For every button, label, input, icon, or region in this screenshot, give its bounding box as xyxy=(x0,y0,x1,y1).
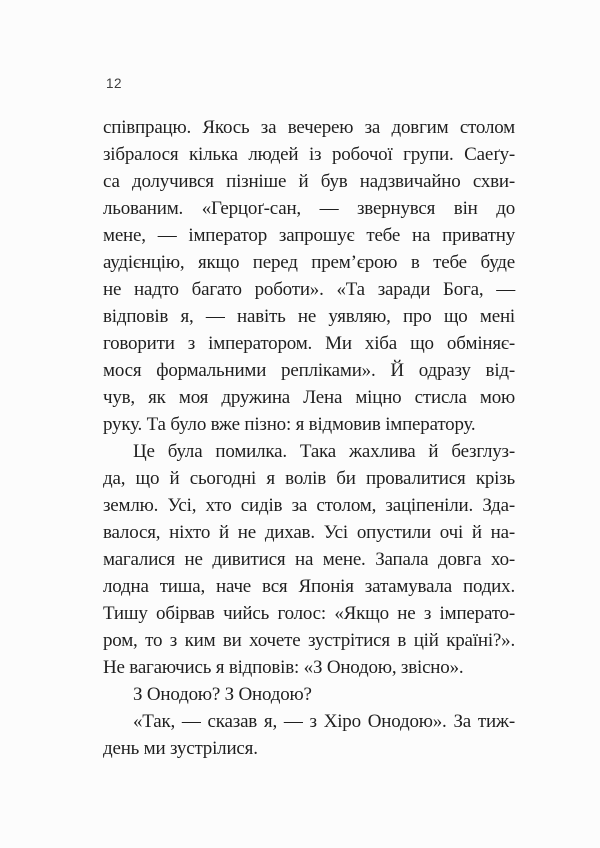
text-line: день ми зустрілися. xyxy=(103,738,258,759)
text-line: говорити з імператором. Ми хіба що обміняє- xyxy=(103,333,515,354)
text-line: Тишу обірвав чийсь голос: «Якщо не з імперато- xyxy=(103,603,515,624)
text-line: аудієнцію, якщо перед прем’єрою в тебе буде xyxy=(103,252,515,273)
paragraph xyxy=(103,114,515,438)
paragraph xyxy=(103,681,515,708)
text-line: відповів я, — навіть не уявляю, про що мені xyxy=(103,306,515,327)
text-line: лодна тиша, наче вся Японія затамувала подих. xyxy=(103,576,515,597)
paragraph xyxy=(103,708,515,762)
text-line: З Онодою? З Онодою? xyxy=(133,684,312,705)
text-line: Не вагаючись я відповів: «З Онодою, звісно». xyxy=(103,657,464,678)
text-line: мене, — імператор запрошує тебе на приватну xyxy=(103,225,515,246)
text-line: «Так, — сказав я, — з Хіро Онодою». За тиж- xyxy=(133,711,515,732)
text-line: льованим. «Герцоґ-сан, — звернувся він до xyxy=(103,198,515,219)
text-line: зібралося кілька людей із робочої групи. Саеґу- xyxy=(103,144,515,165)
text-line: да, що й сьогодні я волів би провалитися крізь xyxy=(103,468,515,489)
text-line: са долучився пізніше й був надзвичайно схви- xyxy=(103,171,515,192)
text-line: магалися не дивитися на мене. Запала довга хо- xyxy=(103,549,515,570)
text-line: ром, то з ким ви хочете зустрітися в цій країні?». xyxy=(103,630,515,651)
text-line: руку. Та було вже пізно: я відмовив імператору. xyxy=(103,414,476,435)
text-line: мося формальними репліками». Й одразу від- xyxy=(103,360,515,381)
text-line: співпрацю. Якось за вечерею за довгим столом xyxy=(103,117,515,138)
text-block xyxy=(103,114,515,762)
paragraph xyxy=(103,438,515,681)
page-number: 12 xyxy=(106,76,123,91)
text-line: землю. Усі, хто сидів за столом, заціпеніли. Зда- xyxy=(103,495,515,516)
text-line: не надто багато роботи». «Та заради Бога, — xyxy=(103,279,515,300)
text-line: валося, ніхто й не дихав. Усі опустили очі й на- xyxy=(103,522,515,543)
text-line: чув, як моя дружина Лена міцно стисла мою xyxy=(103,387,515,408)
text-line: Це була помилка. Така жахлива й безглуз- xyxy=(133,441,515,462)
